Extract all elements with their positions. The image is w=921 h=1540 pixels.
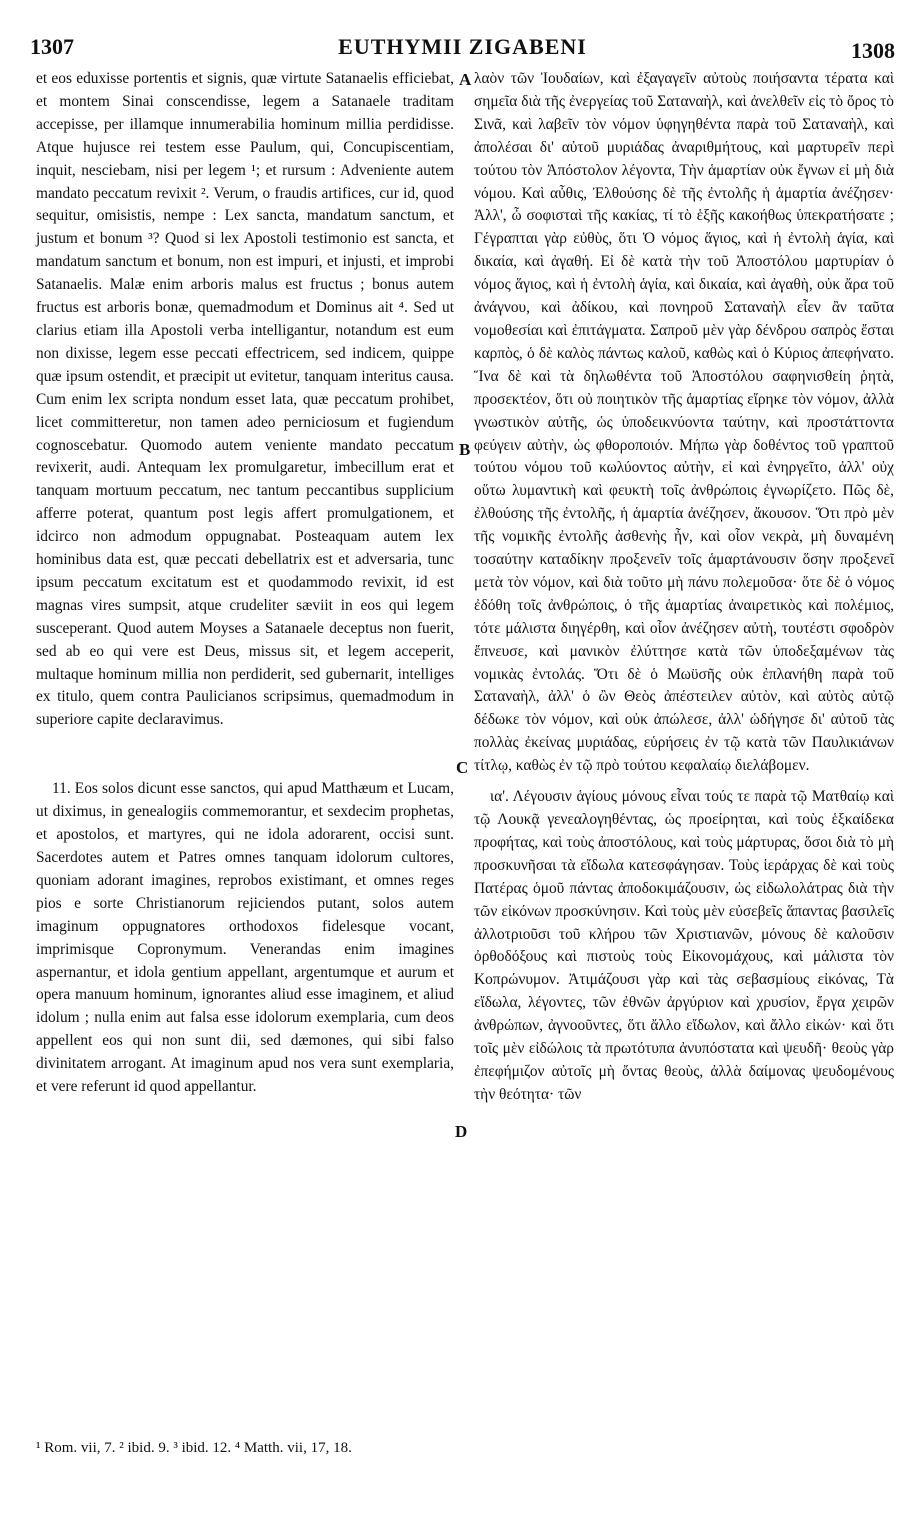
page-number-right: 1308 [851, 38, 895, 63]
latin-column [36, 68, 454, 1099]
page-number-left: 1307 [30, 34, 74, 59]
page-header [30, 32, 895, 64]
margin-letter-d: D [455, 1122, 468, 1141]
running-title: EUTHYMII ZIGABENI [338, 34, 587, 59]
greek-column [474, 68, 894, 1107]
greek-paragraph-2: ια'. Λέγουσιν ἁγίους μόνους εἶναι τούς τε παρὰ τῷ Ματθαίῳ καὶ τῷ Λουκᾷ γενεαλογηθέντας, ὡς προείρηται, καὶ τοὺς ἑξκαίδεκα προφήτας, καὶ τοὺς ἀποστόλους, καὶ τοὺς μάρτυρας, ὅσοι διὰ τὸ μὴ προσκυνῆσαι τὰ εἴδωλα κατεσφάγησαν. Τοὺς ἱεράρχας δὲ καὶ τοὺς Πατέρας ὁμοῦ πάντας ἀποδοκιμάζουσιν, ὡς εἰδωλολάτρας διὰ τὴν τῶν εἰκόνων προσκύνησιν. Καὶ τοὺς μὲν εὐσεβεῖς ἅπαντας βασιλεῖς ἀλλοτριοῦσι τοῦ κλήρου τῶν Χριστιανῶν, μόνους δὲ καλοῦσιν ὀρθοδόξους καὶ πιστοὺς τοὺς Εἰκονομάχους, καὶ μάλιστα τὸν Κοπρώνυμον. Ἀτιμάζουσι γὰρ καὶ τὰς σεβασμίους εἰκόνας, Τὰ εἴδωλα, λέγοντες, τῶν ἐθνῶν ἀργύριον καὶ χρυσίον, ἔργα χειρῶν ἀνθρώπων, ἀγνοοῦντες, ὅτι ἄλλο εἴδωλον, καὶ ἄλλο εἰκών· καὶ ὅτι τοῖς μὲν εἰδώλοις τὰ πρωτότυπα ἀνυπόστατα καὶ ψευδῆ· θεοὺς γὰρ ἐπεφήμιζον αὐτοῖς μὴ ὄντας θεοὺς, ἀλλὰ δαίμονας ψευδομένους τὴν θεότητα· τῶν [474, 788, 894, 1103]
greek-paragraph-1: λαὸν τῶν Ἰουδαίων, καὶ ἐξαγαγεῖν αὐτοὺς ποιήσαντα τέρατα καὶ σημεῖα διὰ τῆς ἐνεργείας τοῦ Σαταναὴλ, καὶ ἀνελθεῖν εἰς τὸ ὄρος τὸ Σινᾶ, καὶ λαβεῖν τὸν νόμον ὑφηγηθέντα παρὰ τοῦ Σαταναὴλ, καὶ ἀπολέσαι δι' αὐτοῦ μυριάδας ἀναριθμήτους, καὶ μαρτυρεῖν περὶ τούτου τὸν Ἀπόστολον λέγοντα, Τὴν ἁμαρτίαν οὐκ ἔγνων εἰ μὴ διὰ νόμου. Καὶ αὖθις, Ἐλθούσης δὲ τῆς ἐντολῆς ἡ ἁμαρτία ἀνέζησεν· Ἀλλ', ὦ σοφισταὶ τῆς κακίας, τί τὸ ἑξῆς κακοήθως ὑπεκρατήσατε ; Γέγραπται γὰρ εὐθὺς, ὅτι Ὁ νόμος ἅγιος, καὶ ἡ ἐντολὴ ἁγία, καὶ δικαία, καὶ ἀγαθή. Εἰ δὲ κατὰ τὴν τοῦ Ἀποστόλου μαρτυρίαν ὁ νόμος ἅγιος, καὶ ἡ ἐντολὴ ἁγία, καὶ δικαία, καὶ ἀγαθὴ, οὐκ ἄρα τοῦ ἀνάγνου, καὶ ἀδίκου, καὶ πονηροῦ Σαταναὴλ εἶεν ἂν ταῦτα νομοθεσίαι καὶ ἐπιτάγματα. Σαπροῦ μὲν γὰρ δένδρου σαπρὸς ἔσται καρπὸς, ὁ δὲ καλὸς πάντως καλοῦ, καθὼς καὶ ὁ Κύριος ἀπεφήνατο. Ἵνα δὲ καὶ τὰ δηλωθέντα τοῦ Ἀποστόλου σαφηνισθείη ῥητὰ, προσεκτέον, ὅτι οὐ ποιητικὸν τῆς ἁμαρτίας εἴρηκε τὸν νόμον, ἀλλὰ γνωστικὸν αὐτῆς, ὡς ὑποδεικνύοντα ταύτην, καὶ προστάττοντα φεύγειν αὐτὴν, ὡς φθοροποιόν. Μήπω γὰρ δοθέντος τοῦ γραπτοῦ τούτου νόμου τοῦ κωλύοντος αὐτὴν, εἰ καὶ ἐνηργεῖτο, ἀλλ' οὐχ οὕτω λυμαντικὴ καὶ φευκτὴ τοῖς ἀνθρώποις ἐγνωρίζετο. Πῶς δὲ, ἐλθούσης τῆς ἐντολῆς, ἡ ἁμαρτία ἀνέζησεν, ἄκουσον. Ὅτι πρὸ μὲν τῆς νομικῆς ἐντολῆς ἀσθενὴς ἦν, καὶ οἷον νεκρὰ, μὴ δυναμένη τοσαύτην καταδίκην προξενεῖν τοῖς ἁμαρτάνουσιν ὅσην προξενεῖ μετὰ τὸν νόμον, καὶ διὰ τοῦτο μὴ πάνυ πολεμοῦσα· ὅτε δὲ ὁ νόμος ἐδόθη τοῖς ἀνθρώποις, ὁ τῆς ἁμαρτίας ἀναιρετικὸς καὶ πολέμιος, τότε μάλιστα διηγέρθη, καὶ οἷον ἀνέζησεν αὐτὴ, τουτέστι σφοδρὸν ἔπνευσε, καὶ μανικὸν ἐλύττησε κατὰ τῶν ὑποδεξαμένων τὰς νομικὰς ἐντολάς. Ὅτι δὲ ὁ Μωϋσῆς οὐκ ἐπλανήθη παρὰ τοῦ Σαταναὴλ, ἀλλ' ὁ ὢν Θεὸς ἀπέστειλεν αὐτὸν, καὶ αὐτὸς αὐτῷ δέδωκε τὸν νόμον, καὶ οὐκ ἀπώλεσε, ἀλλ' ὡδήγησε δι' αὐτοῦ τὰς πολλὰς ἐκείνας μυριάδας, εὑρήσεις ἐν τῷ κατὰ τῶν Παυλικιάνων τίτλῳ, καθὼς ἐν τῷ πρὸ τούτου κεφαλαίῳ διελάβομεν. [474, 70, 894, 775]
latin-paragraph-2: 11. Eos solos dicunt esse sanctos, qui apud Matthæum et Lucam, ut diximus, in genealogiis commemorantur, et sexdecim prophetas, et apostolos, et martyres, qui ne idola adorarent, occisi sunt. Sacerdotes autem et Patres omnes tanquam idolorum cultores, quoniam adorant imagines, reprobos existimant, et omnes reges pios e sorte Christianorum rejiciendos putant, solos autem imaginum oppugnatores orthodoxos fidelesque vocant, imprimisque Copronymum. Venerandas enim imagines aspernantur, et idola gentium appellant, argentumque et aurum et opera manuum hominum, ignorantes aliud esse imaginem, et aliud idolum ; nulla enim aut falsa esse idolorum exemplaria, cum deos appellent eos qui non sunt dii, sed dæmones, qui sibi falso divinitatem arrogant. At imaginum apud nos vera sunt exemplaria, et vere referunt id quod appellantur. [36, 780, 454, 1096]
margin-letter-c: C [456, 758, 469, 777]
margin-letter-b: B [459, 440, 471, 459]
footnotes: ¹ Rom. vii, 7. ² ibid. 9. ³ ibid. 12. ⁴ Matth. vii, 17, 18. [36, 1440, 352, 1456]
margin-letter-a: A [459, 70, 472, 89]
latin-paragraph-1: et eos eduxisse portentis et signis, quæ virtute Satanaelis efficiebat, et montem Sinai conscendisse, legem a Satanaele traditam accepisse, per illamque innumerabilia hominum millia perdidisse. Atque hujusce rei testem esse Paulum, qui, Concupiscentiam, inquit, nesciebam, nisi per legem ¹; et rursum : Adveniente autem mandato peccatum revixit ². Verum, o fraudis artifices, cur id, quod sequitur, omisistis, nempe : Lex sancta, mandatum sanctum, et justum et bonum ³? Quod si lex Apostoli testimonio est sancta, et mandatum sanctum et bonum, non est impuri, et injusti, et improbi Satanaelis. Malæ enim arboris malus est fructus ; bonus autem fructus est arboris bonæ, quemadmodum et Dominus ait ⁴. Sed ut clarius etiam illa Apostoli verba intelligantur, notandum est eum non dixisse, legem esse peccati effectricem, sed indicem, quippe quæ ipsum ostendit, et præcipit ut evitetur, tanquam interitus causa. Cum enim lex scripta nondum esset lata, quæ peccatum prohibet, licet committeretur, non tamen adeo perniciosum et fugiendum cognoscebatur. Quomodo autem veniente mandato peccatum revixerit, audi. Antequam lex promulgaretur, imbecillum erat et tanquam mortuum peccatum, nec tantum peccantibus supplicium afferre poterat, quantum post legis affert promulgationem, et idcirco non admodum oppugnabat. Posteaquam autem lex hominibus data est, quæ peccati debellatrix est et adversaria, tunc ipsum peccatum excitatum est et quodammodo revixit, id est magnas vires sumpsit, atque crudeliter sæviit in eos qui legem susceperant. Quod autem Moyses a Satanaele deceptus non fuerit, sed ab eo qui vere est Deus, missus sit, et legem acceperit, multaque hominum millia non perdiderit, sed gubernarit, intelliges ex titulo, quem contra Paulicianos scripsimus, quemadmodum in superiore capite declaravimus. [36, 70, 454, 729]
